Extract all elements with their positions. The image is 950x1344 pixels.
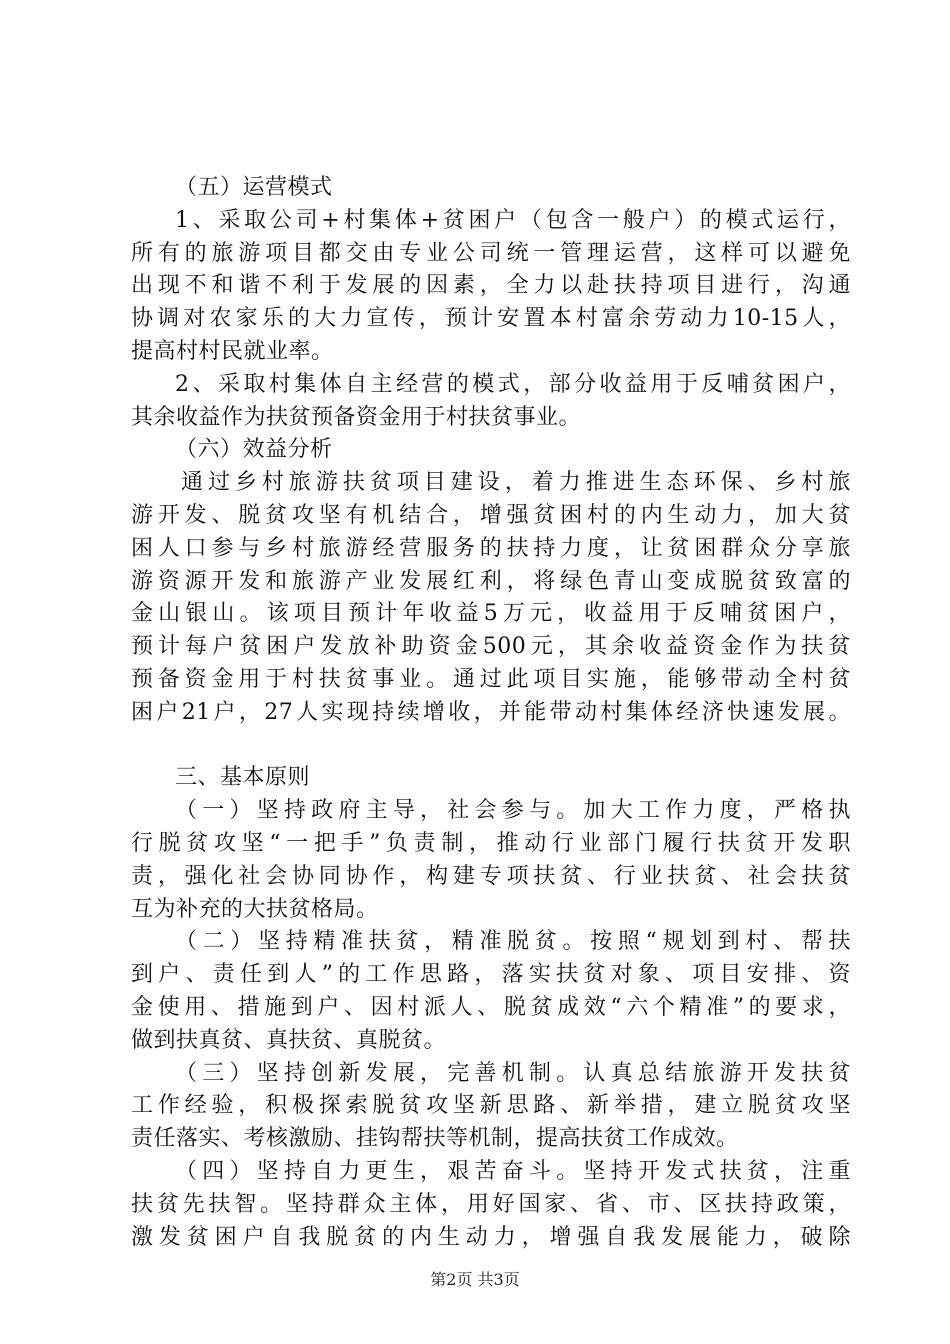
- text-line: 金使用、措施到户、因村派人、脱贫成效“六个精准”的要求，: [131, 994, 851, 1020]
- paragraph-principle-3: [131, 1058, 851, 1156]
- text-line: 金山银山。该项目预计年收益5万元，收益用于反哺贫困户，: [131, 601, 851, 627]
- text-line: 其余收益作为扶贫预备资金用于村扶贫事业。: [131, 404, 582, 430]
- text-line: 激发贫困户自我脱贫的内生动力，增强自我发展能力，破除: [131, 1224, 851, 1250]
- page-number-footer: 第2页 共3页: [430, 1270, 520, 1289]
- text-line: 游资源开发和旅游产业发展红利，将绿色青山变成脱贫致富的: [131, 568, 851, 594]
- text-line: 互为补充的大扶贫格局。: [131, 896, 379, 922]
- document-body: [131, 172, 851, 1254]
- paragraph-operation-mode-1: [131, 205, 851, 369]
- text-line: 游开发、脱贫攻坚有机结合，增强贫困村的内生动力，加大贫: [131, 502, 851, 528]
- text-line: 做到扶真贫、真扶贫、真脱贫。: [131, 1027, 447, 1053]
- paragraph-principle-1: [131, 795, 851, 926]
- paragraph-principle-2: [131, 926, 851, 1057]
- text-line: 困人口参与乡村旅游经营服务的扶持力度，让贫困群众分享旅: [131, 535, 851, 561]
- text-line: （一）坚持政府主导，社会参与。加大工作力度，严格执: [175, 798, 851, 824]
- text-line: 行脱贫攻坚“一把手”负责制，推动行业部门履行扶贫开发职: [131, 830, 851, 856]
- text-line: （二）坚持精准扶贫，精准脱贫。按照“规划到村、帮扶: [175, 929, 851, 955]
- section-heading-operation-mode: （五）运营模式: [175, 175, 333, 200]
- text-line: 2、采取村集体自主经营的模式，部分收益用于反哺贫困户，: [175, 371, 851, 397]
- section-heading-benefit-analysis: （六）效益分析: [175, 437, 333, 463]
- text-line: 出现不和谐不利于发展的因素，全力以赴扶持项目进行，沟通: [131, 273, 851, 299]
- text-line: 提高村村民就业率。: [131, 338, 334, 364]
- text-line: （四）坚持自力更生，艰苦奋斗。坚持开发式扶贫，注重: [175, 1158, 851, 1184]
- text-line: 困户21户，27人实现持续增收，并能带动村集体经济快速发展。: [131, 699, 851, 725]
- text-line: 预备资金用于村扶贫事业。通过此项目实施，能够带动全村贫: [131, 666, 851, 692]
- paragraph-principle-4: [131, 1156, 851, 1254]
- text-line: 通过乡村旅游扶贫项目建设，着力推进生态环保、乡村旅: [181, 470, 851, 496]
- text-line: 1、采取公司+村集体+贫困户（包含一般户）的模式运行，: [175, 207, 851, 233]
- paragraph-benefit-analysis: [131, 467, 851, 729]
- text-line: 责，强化社会协同协作，构建专项扶贫、行业扶贫、社会扶贫: [131, 863, 851, 889]
- text-line: 责任落实、考核激励、挂钩帮扶等机制，提高扶贫工作成效。: [131, 1126, 739, 1152]
- text-line: 协调对农家乐的大力宣传，预计安置本村富余劳动力10-15人，: [131, 306, 851, 332]
- text-line: 预计每户贫困户发放补助资金500元，其余收益资金作为扶贫: [131, 634, 851, 660]
- text-line: （三）坚持创新发展，完善机制。认真总结旅游开发扶贫: [175, 1060, 851, 1086]
- text-line: 扶贫先扶智。坚持群众主体，用好国家、省、市、区扶持政策，: [131, 1191, 851, 1217]
- blank-line: [131, 730, 851, 763]
- paragraph-operation-mode-2: [131, 369, 851, 435]
- text-line: 所有的旅游项目都交由专业公司统一管理运营，这样可以避免: [131, 240, 851, 266]
- text-line: 工作经验，积极探索脱贫攻坚新思路、新举措，建立脱贫攻坚: [131, 1093, 851, 1119]
- text-line: 到户、责任到人”的工作思路，落实扶贫对象、项目安排、资: [131, 962, 851, 988]
- part-heading-basic-principles: 三、基本原则: [175, 765, 311, 791]
